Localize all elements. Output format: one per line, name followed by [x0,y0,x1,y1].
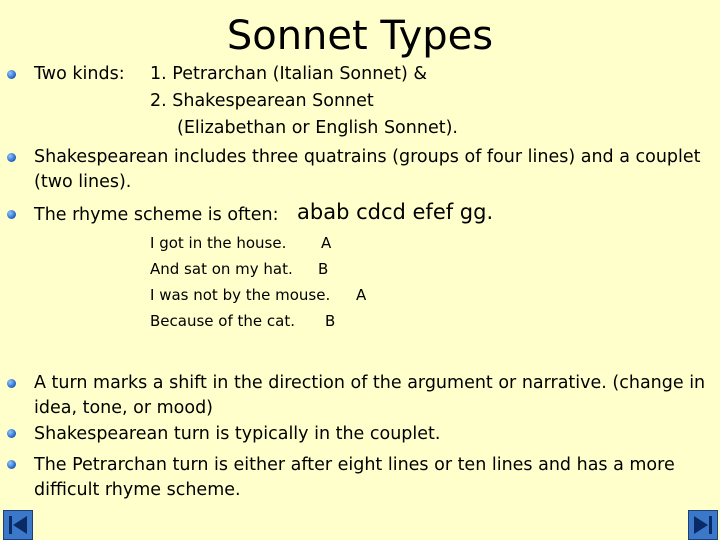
kinds-line-2: 2. Shakespearean Sonnet [150,91,374,111]
bullet-icon [7,70,16,79]
bullet-icon [7,460,16,469]
rhyme-scheme: abab cdcd efef gg. [297,200,494,224]
previous-slide-button[interactable] [3,510,33,540]
bullet-icon [7,429,16,438]
rhyme-label: The rhyme scheme is often: [34,205,279,225]
poem-line-1: I got in the house. [150,234,287,252]
previous-slide-icon [4,511,32,539]
poem-line-4: Because of the cat. [150,312,295,330]
petrarchan-turn-line-1: The Petrarchan turn is either after eight lines or ten lines and has a more [34,455,675,475]
bullet-icon [7,153,16,162]
kinds-line-3: (Elizabethan or English Sonnet). [177,118,458,138]
next-slide-icon [689,511,717,539]
poem-line-3: I was not by the mouse. [150,286,331,304]
kinds-line-1: 1. Petrarchan (Italian Sonnet) & [150,64,427,84]
poem-rhyme-3: A [356,286,367,304]
bullet-icon [7,210,16,219]
shakespearean-turn: Shakespearean turn is typically in the couplet. [34,424,441,444]
poem-rhyme-1: A [321,234,332,252]
next-slide-button[interactable] [688,510,718,540]
poem-rhyme-4: B [325,312,336,330]
shakespearean-structure-line-2: (two lines). [34,172,132,192]
bullet-icon [7,379,16,388]
turn-definition-line-2: idea, tone, or mood) [34,398,213,418]
shakespearean-structure-line-1: Shakespearean includes three quatrains (groups of four lines) and a couplet [34,147,701,167]
petrarchan-turn-line-2: difficult rhyme scheme. [34,480,241,500]
poem-line-2: And sat on my hat. [150,260,293,278]
kinds-label: Two kinds: [34,64,125,84]
slide-title: Sonnet Types [226,13,494,59]
poem-rhyme-2: B [318,260,329,278]
turn-definition-line-1: A turn marks a shift in the direction of the argument or narrative. (change in [34,373,706,393]
